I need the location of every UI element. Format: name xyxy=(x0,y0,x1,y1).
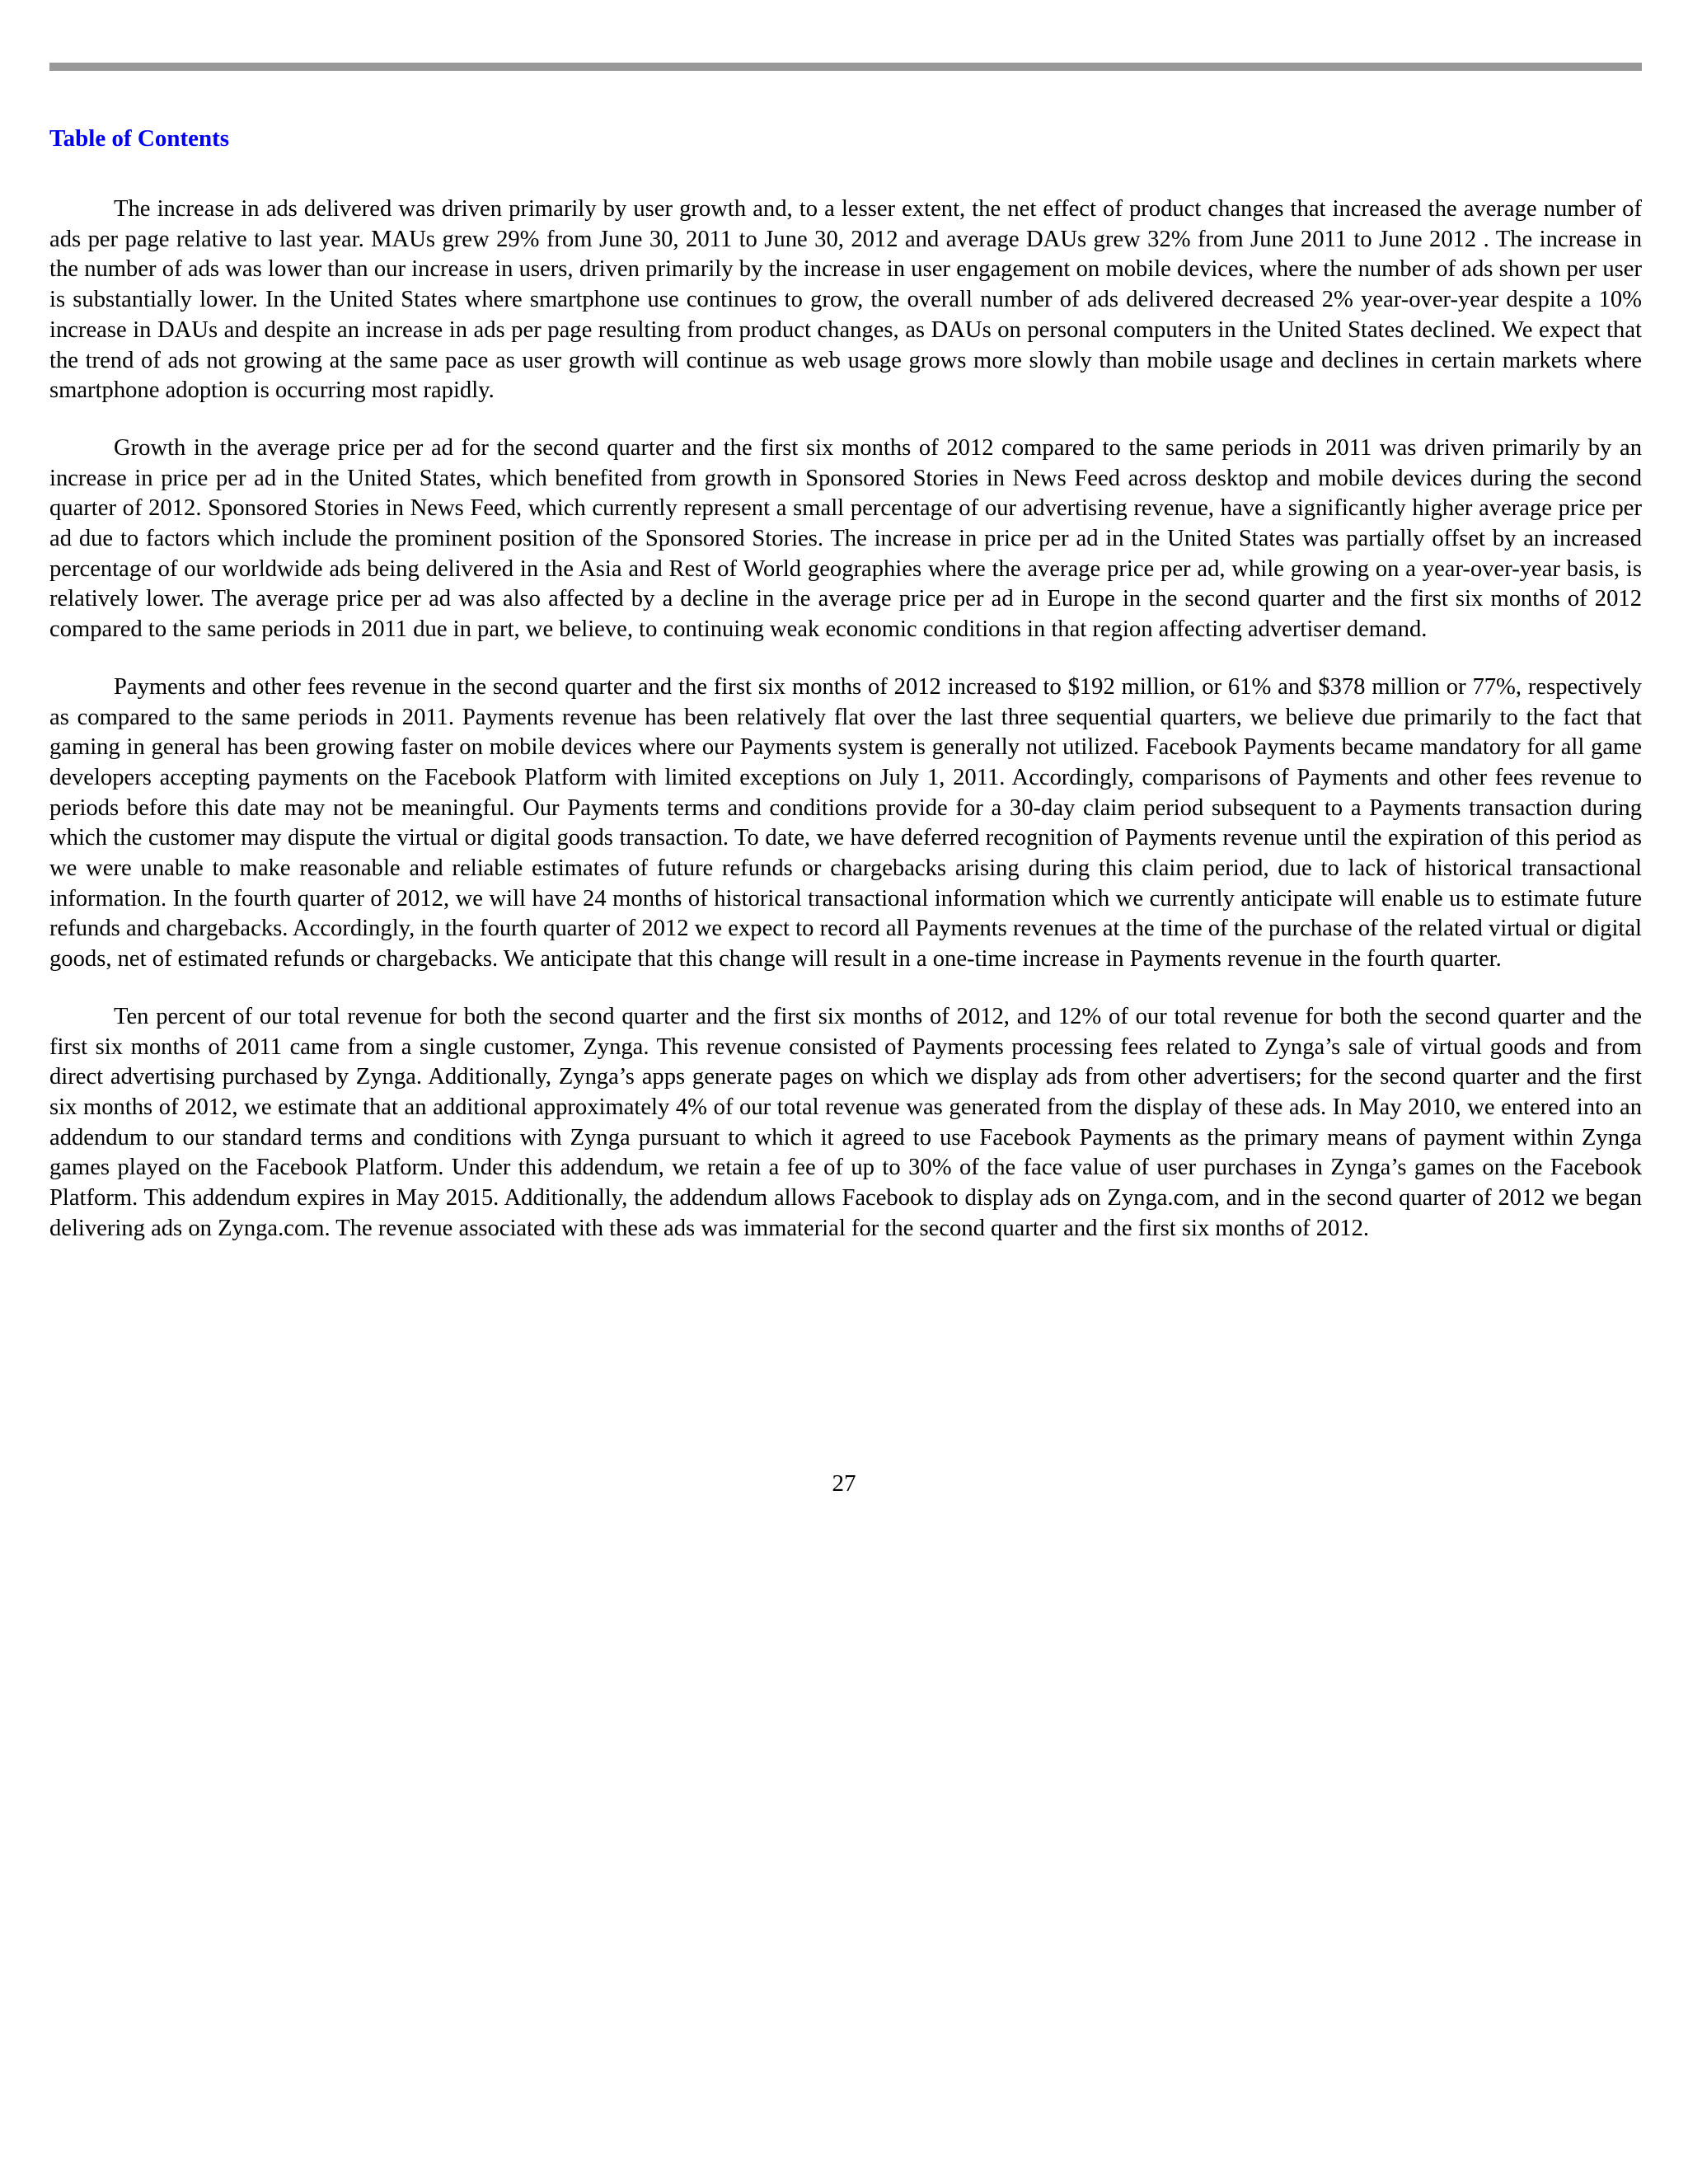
paragraph-zynga-revenue: Ten percent of our total revenue for both the second quarter and the first six months of 2012, and 12% of our total revenue for both the second quarter and the first six months of 2011 came from a single customer, Zynga. This revenue consisted of Payments processing fees related to Zynga’s sale of virtual goods and from direct advertising purchased by Zynga. Additionally, Zynga’s apps generate pages on which we display ads from other advertisers; for the second quarter and the first six months of 2012, we estimate that an additional approximately 4% of our total revenue was generated from the display of these ads. In May 2010, we entered into an addendum to our standard terms and conditions with Zynga pursuant to which it agreed to use Facebook Payments as the primary means of payment within Zynga games played on the Facebook Platform. Under this addendum, we retain a fee of up to 30% of the face value of user purchases in Zynga’s games on the Facebook Platform. This addendum expires in May 2015. Additionally, the addendum allows Facebook to display ads on Zynga.com, and in the second quarter of 2012 we began delivering ads on Zynga.com. The revenue associated with these ads was immaterial for the second quarter and the first six months of 2012. xyxy=(49,1003,1642,1241)
document-body xyxy=(49,194,1642,1272)
paragraph-price-per-ad: Growth in the average price per ad for the second quarter and the first six months of 2012 compared to the same periods in 2011 was driven primarily by an increase in price per ad in the United States, which benefited from growth in Sponsored Stories in News Feed across desktop and mobile devices during the second quarter of 2012. Sponsored Stories in News Feed, which currently represent a small percentage of our advertising revenue, have a significantly higher average price per ad due to factors which include the prominent position of the Sponsored Stories. The increase in price per ad in the United States was partially offset by an increased percentage of our worldwide ads being delivered in the Asia and Rest of World geographies where the average price per ad, while growing on a year-over-year basis, is relatively lower. The average price per ad was also affected by a decline in the average price per ad in Europe in the second quarter and the first six months of 2012 compared to the same periods in 2011 due in part, we believe, to continuing weak economic conditions in that region affecting advertiser demand. xyxy=(49,434,1642,643)
top-rule xyxy=(49,63,1642,71)
paragraph-ads-delivered: The increase in ads delivered was driven primarily by user growth and, to a lesser extent, the net effect of product changes that increased the average number of ads per page relative to last year. MAUs grew 29% from June 30, 2011 to June 30, 2012 and average DAUs grew 32% from June 2011 to June 2012 . The increase in the number of ads was lower than our increase in users, driven primarily by the increase in user engagement on mobile devices, where the number of ads shown per user is substantially lower. In the United States where smartphone use continues to grow, the overall number of ads delivered decreased 2% year-over-year despite a 10% increase in DAUs and despite an increase in ads per page resulting from product changes, as DAUs on personal computers in the United States declined. We expect that the trend of ads not growing at the same pace as user growth will continue as web usage grows more slowly than mobile usage and declines in certain markets where smartphone adoption is occurring most rapidly. xyxy=(49,196,1642,404)
table-of-contents-link[interactable]: Table of Contents xyxy=(49,125,230,152)
page-number: 27 xyxy=(832,1470,856,1497)
paragraph-payments-revenue: Payments and other fees revenue in the second quarter and the first six months of 2012 increased to $192 million, or 61% and $378 million or 77%, respectively as compared to the same periods in 2011. Payments revenue has been relatively flat over the last three sequential quarters, we believe due primarily to the fact that gaming in general has been growing faster on mobile devices where our Payments system is generally not utilized. Facebook Payments became mandatory for all game developers accepting payments on the Facebook Platform with limited exceptions on July 1, 2011. Accordingly, comparisons of Payments and other fees revenue to periods before this date may not be meaningful. Our Payments terms and conditions provide for a 30-day claim period subsequent to a Payments transaction during which the customer may dispute the virtual or digital goods transaction. To date, we have deferred recognition of Payments revenue until the expiration of this period as we were unable to make reasonable and reliable estimates of future refunds or chargebacks arising during this claim period, due to lack of historical transactional information. In the fourth quarter of 2012, we will have 24 months of historical transactional information which we currently anticipate will enable us to estimate future refunds and chargebacks. Accordingly, in the fourth quarter of 2012 we expect to record all Payments revenues at the time of the purchase of the related virtual or digital goods, net of estimated refunds or chargebacks. We anticipate that this change will result in a one-time increase in Payments revenue in the fourth quarter. xyxy=(49,673,1642,972)
